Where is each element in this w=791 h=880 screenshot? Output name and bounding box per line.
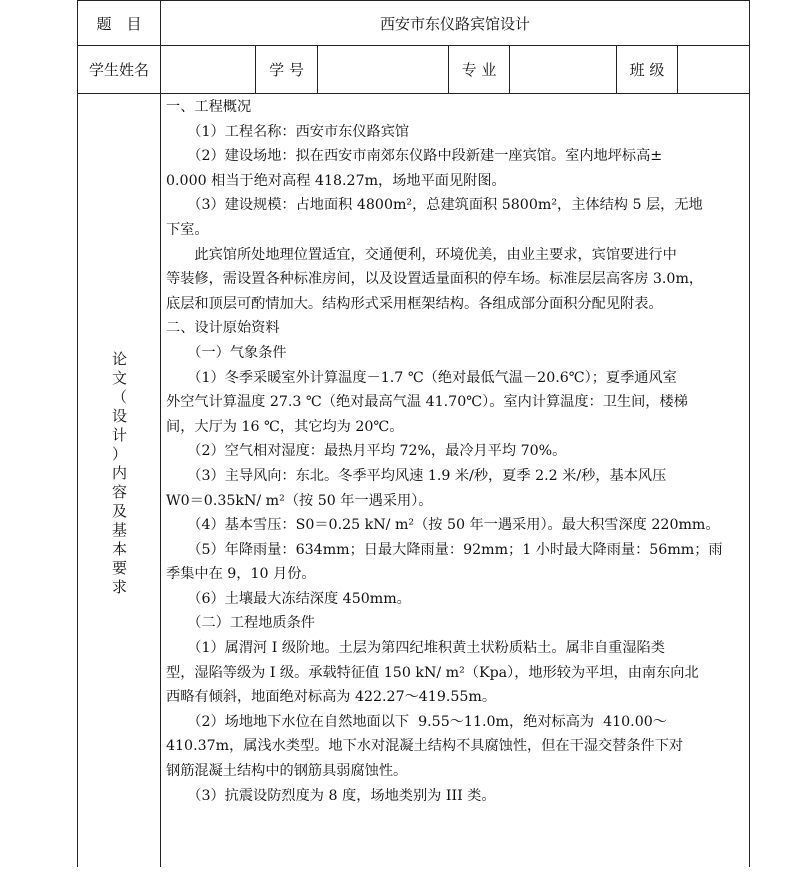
side-label-char: （ (111, 388, 127, 406)
side-label-char: 论 (111, 350, 127, 368)
body-line: 季集中在 9，10 月份。 (166, 566, 316, 583)
body-line: （1）工程名称：西安市东仪路宾馆 (166, 123, 410, 140)
side-label-content-requirements (78, 350, 161, 597)
body-line: （3）建设规模：占地面积 4800m²，总建筑面积 5800m²，主体结构 5 层，无地 (166, 197, 703, 214)
side-label-char: 容 (111, 483, 127, 501)
side-label-char: ） (111, 445, 127, 463)
body-line: （1）属渭河 I 级阶地。土层为第四纪堆积黄土状粉质粘土。属非自重湿陷类 (166, 640, 665, 657)
side-label-char: 计 (111, 426, 127, 444)
body-line: 下室。 (166, 221, 209, 238)
body-line: （3）主导风向：东北。冬季平均风速 1.9 米/秒，夏季 2.2 米/秒，基本风压 (166, 467, 667, 484)
title-value: 西安市东仪路宾馆设计 (379, 14, 530, 33)
student-name-label: 学生姓名 (88, 61, 149, 79)
body-line: 型，湿陷等级为 I 级。承载特征值 150 kN/ m²（Kpa），地形较为平坦，由南东向北 (166, 664, 699, 681)
side-label-char: 求 (111, 578, 127, 596)
body-line: （4）基本雪压：S0＝0.25 kN/ m²（按 50 年一遇采用）。最大积雪深度 220mm。 (166, 517, 720, 534)
body-line: 底层和顶层可酌情加大。结构形式采用框架结构。各组成部分面积分配见附表。 (166, 295, 663, 312)
body-line: 0.000 相当于绝对高程 418.27m，场地平面见附图。 (166, 172, 506, 189)
body-line: 410.37m，属浅水类型。地下水对混凝土结构不具腐蚀性，但在干湿交替条件下对 (166, 738, 684, 755)
major-field[interactable] (510, 46, 616, 93)
student-no-field[interactable] (318, 46, 448, 93)
row-divider-2 (77, 93, 750, 94)
body-line: （2）场地地下水位在自然地面以下 9.55～11.0m，绝对标高为 410.00～ (166, 713, 667, 730)
title-label: 题 目 (96, 14, 142, 33)
body-line: 外空气计算温度 27.3 ℃（绝对最高气温 41.70℃）。室内计算温度：卫生间，楼梯 (166, 394, 688, 411)
side-label-char: 基 (111, 521, 127, 539)
body-line: （一）气象条件 (166, 344, 287, 361)
body-line: 等装修，需设置各种标准房间，以及设置适量面积的停车场。标准层层高客房 3.0m， (166, 271, 704, 288)
body-line: （二）工程地质条件 (166, 615, 315, 632)
class-label: 班 级 (629, 61, 665, 79)
side-label-char: 要 (111, 559, 127, 577)
body-line: W0＝0.35kN/ m²（按 50 年一遇采用）。 (166, 492, 433, 509)
major-label: 专 业 (461, 61, 497, 79)
body-line: 一、工程概况 (166, 99, 252, 115)
side-label-char: 内 (111, 464, 127, 482)
body-line: （2）建设场地：拟在西安市南郊东仪路中段新建一座宾馆。室内地坪标高± (166, 148, 663, 165)
body-line: 间，大厅为 16 ℃，其它均为 20℃。 (166, 418, 404, 435)
side-label-char: 及 (111, 502, 127, 520)
body-line: （3）抗震设防烈度为 8 度，场地类别为 III 类。 (166, 787, 496, 804)
body-line: （1）冬季采暖室外计算温度－1.7 ℃（绝对最低气温－20.6℃）；夏季通风室 (166, 369, 677, 386)
body-line: 二、设计原始资料 (166, 320, 280, 337)
table-right-border (749, 0, 750, 867)
document-body (166, 95, 744, 808)
side-label-char: 本 (111, 540, 127, 558)
body-line: （2）空气相对湿度：最热月平均 72%，最冷月平均 70%。 (166, 443, 567, 460)
body-line: 钢筋混凝土结构中的钢筋具弱腐蚀性。 (166, 763, 408, 780)
body-line: 西略有倾斜，地面绝对标高为 422.27～419.55m。 (166, 689, 497, 706)
side-label-char: 设 (111, 407, 127, 425)
student-name-field[interactable] (161, 46, 255, 93)
student-no-label: 学 号 (269, 61, 304, 79)
body-line: （5）年降雨量：634mm；日最大降雨量：92mm；1 小时最大降雨量：56mm；雨 (166, 541, 723, 558)
body-line: （6）土壤最大冻结深度 450mm。 (166, 590, 411, 607)
class-field[interactable] (678, 46, 749, 93)
side-label-char: 文 (111, 369, 127, 387)
body-line: 此宾馆所处地理位置适宜，交通便利，环境优美，由业主要求，宾馆要进行中 (166, 246, 677, 263)
